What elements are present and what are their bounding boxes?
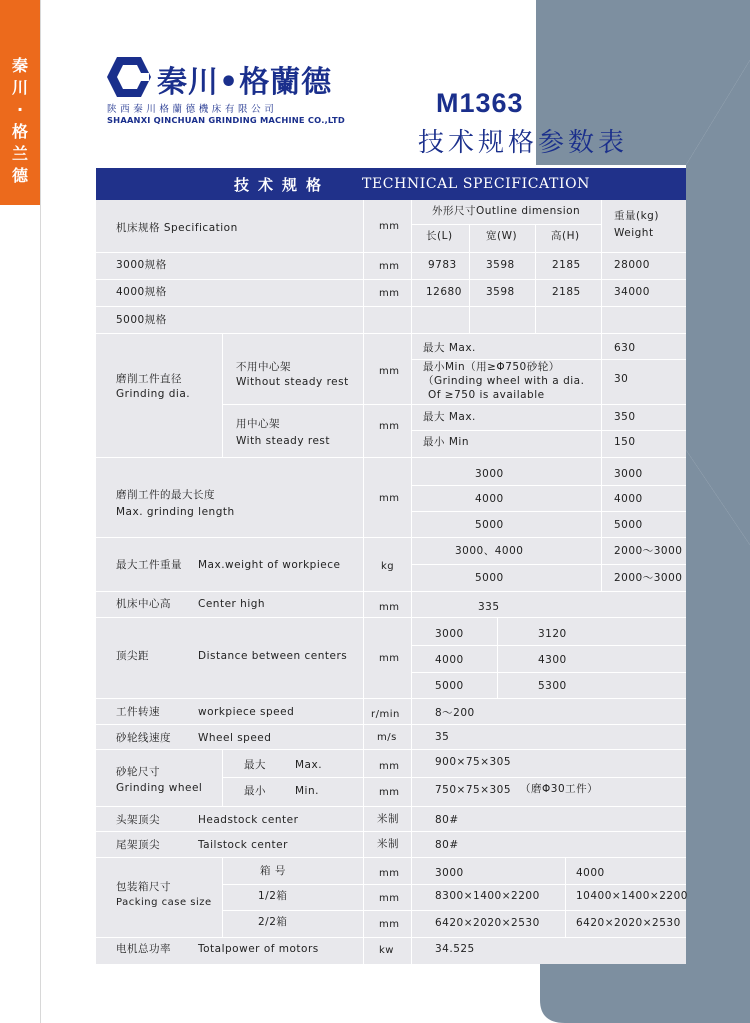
row-3000-width: 3598 bbox=[486, 259, 515, 271]
row-3000-height: 2185 bbox=[552, 259, 581, 271]
side-char: 格 bbox=[11, 122, 28, 141]
with-min: 最小 Min bbox=[423, 436, 469, 448]
wheel-min-note: （磨Φ30工件） bbox=[520, 783, 599, 795]
wheel-size-en: Grinding wheel bbox=[116, 782, 203, 794]
logo-company-english: SHAANXI QINCHUAN GRINDING MACHINE CO.,LTD bbox=[107, 115, 345, 125]
table-header-cn: 技术规格 bbox=[234, 176, 331, 194]
row-5000-label: 5000规格 bbox=[116, 314, 167, 326]
packing-cn: 包装箱尺寸 bbox=[116, 881, 171, 893]
page-title: 技术规格参数表 bbox=[418, 128, 629, 158]
with-min-val: 150 bbox=[614, 436, 636, 448]
width-label: 宽(W) bbox=[486, 230, 518, 242]
packing-unit: mm bbox=[379, 868, 400, 879]
wheel-speed-en: Wheel speed bbox=[198, 732, 272, 744]
packing-two: 2/2箱 bbox=[258, 916, 288, 928]
grinding-len-en: Max. grinding length bbox=[116, 506, 235, 518]
wheel-min-unit: mm bbox=[379, 787, 400, 798]
dia-min-line1: 最小Min（用≥Φ750砂轮） bbox=[423, 361, 560, 373]
without-rest-unit: mm bbox=[379, 366, 400, 377]
centers-b: 5300 bbox=[538, 680, 567, 692]
wheel-size-cn: 砂轮尺寸 bbox=[116, 766, 160, 778]
center-high-cn: 机床中心高 bbox=[116, 598, 171, 610]
wheel-min-en: Min. bbox=[295, 785, 319, 797]
logo-chinese-name bbox=[157, 57, 332, 101]
packing-a: 8300×1400×2200 bbox=[435, 890, 540, 902]
row-4000-width: 3598 bbox=[486, 286, 515, 298]
with-rest-unit: mm bbox=[379, 421, 400, 432]
weight-label-cn: 重量(kg) bbox=[614, 210, 659, 222]
weight-label-en: Weight bbox=[614, 227, 654, 239]
center-high-unit: mm bbox=[379, 602, 400, 613]
with-max: 最大 Max. bbox=[423, 411, 476, 423]
center-high-val: 335 bbox=[478, 601, 500, 613]
max-weight-b: 2000～3000 bbox=[614, 572, 683, 584]
row-3000-weight: 28000 bbox=[614, 259, 650, 271]
wheel-max-unit: mm bbox=[379, 761, 400, 772]
grinding-len-a: 5000 bbox=[475, 519, 504, 531]
speed-unit: r/min bbox=[371, 709, 400, 720]
center-high-en: Center high bbox=[198, 598, 266, 610]
grinding-len-unit: mm bbox=[379, 493, 400, 504]
outline-label: 外形尺寸Outline dimension bbox=[432, 205, 581, 217]
dia-max: 最大 Max. bbox=[423, 342, 476, 354]
max-weight-unit: kg bbox=[381, 561, 395, 572]
max-weight-en: Max.weight of workpiece bbox=[198, 559, 341, 571]
headstock-unit: 米制 bbox=[377, 813, 399, 825]
packing-b: 6420×2020×2530 bbox=[576, 917, 681, 929]
headstock-en: Headstock center bbox=[198, 814, 299, 826]
headstock-cn: 头架顶尖 bbox=[116, 814, 160, 826]
row-3000-length: 9783 bbox=[428, 259, 457, 271]
wheel-max-val: 900×75×305 bbox=[435, 756, 512, 768]
max-weight-cn: 最大工件重量 bbox=[116, 559, 182, 571]
row-4000-weight: 34000 bbox=[614, 286, 650, 298]
wheel-max-en: Max. bbox=[295, 759, 323, 771]
packing-b: 10400×1400×2200 bbox=[576, 890, 688, 902]
row-3000-unit: mm bbox=[379, 261, 400, 272]
headstock-val: 80# bbox=[435, 814, 459, 826]
side-char: 川 bbox=[11, 78, 28, 97]
table-header-en: TECHNICAL SPECIFICATION bbox=[362, 176, 590, 192]
company-logo bbox=[103, 55, 343, 135]
side-char: 兰 bbox=[11, 144, 28, 163]
length-label: 长(L) bbox=[426, 230, 453, 242]
with-rest-cn: 用中心架 bbox=[236, 418, 280, 430]
table-header bbox=[96, 168, 686, 200]
max-weight-b: 2000～3000 bbox=[614, 545, 683, 557]
centers-cn: 顶尖距 bbox=[116, 650, 149, 662]
wheel-speed-cn: 砂轮线速度 bbox=[116, 732, 171, 744]
max-weight-a: 3000、4000 bbox=[455, 545, 524, 557]
row-4000-height: 2185 bbox=[552, 286, 581, 298]
power-val: 34.525 bbox=[435, 943, 475, 955]
logo-dot: • bbox=[219, 65, 240, 100]
logo-name-left: 秦川 bbox=[157, 65, 219, 100]
tailstock-cn: 尾架顶尖 bbox=[116, 839, 160, 851]
tailstock-unit: 米制 bbox=[377, 838, 399, 850]
wheel-max-cn: 最大 bbox=[244, 759, 266, 771]
packing-box-no: 箱 号 bbox=[260, 865, 286, 877]
centers-en: Distance between centers bbox=[198, 650, 348, 662]
wheel-speed-val: 35 bbox=[435, 731, 450, 743]
speed-en: workpiece speed bbox=[198, 706, 295, 718]
packing-half: 1/2箱 bbox=[258, 890, 288, 902]
grinding-len-b: 5000 bbox=[614, 519, 643, 531]
grinding-dia-cn: 磨削工件直径 bbox=[116, 373, 182, 385]
side-char: 秦 bbox=[11, 56, 28, 75]
grinding-len-cn: 磨削工件的最大长度 bbox=[116, 489, 215, 501]
packing-en: Packing case size bbox=[116, 897, 212, 908]
grinding-len-a: 4000 bbox=[475, 493, 504, 505]
row-3000-label: 3000规格 bbox=[116, 259, 167, 271]
centers-a: 3000 bbox=[435, 628, 464, 640]
dia-min-line3: Of ≥750 is available bbox=[428, 389, 545, 401]
row-4000-length: 12680 bbox=[426, 286, 462, 298]
logo-company-chinese: 陕西秦川格蘭德機床有限公司 bbox=[107, 104, 278, 115]
grinding-len-b: 3000 bbox=[614, 468, 643, 480]
logo-name-right: 格蘭德 bbox=[239, 65, 333, 100]
centers-b: 4300 bbox=[538, 654, 567, 666]
tailstock-val: 80# bbox=[435, 839, 459, 851]
grinding-len-b: 4000 bbox=[614, 493, 643, 505]
wheel-min-cn: 最小 bbox=[244, 785, 266, 797]
dia-min-val: 30 bbox=[614, 373, 629, 385]
spec-unit: mm bbox=[379, 221, 400, 232]
packing-a: 6420×2020×2530 bbox=[435, 917, 540, 929]
side-divider bbox=[40, 0, 41, 1023]
grinding-len-a: 3000 bbox=[475, 468, 504, 480]
side-brand-text bbox=[0, 55, 40, 187]
power-en: Totalpower of motors bbox=[198, 943, 319, 955]
speed-val: 8～200 bbox=[435, 707, 475, 719]
packing-a: 3000 bbox=[435, 867, 464, 879]
packing-b: 4000 bbox=[576, 867, 605, 879]
packing-unit: mm bbox=[379, 919, 400, 930]
height-label: 高(H) bbox=[551, 230, 580, 242]
row-4000-label: 4000规格 bbox=[116, 286, 167, 298]
power-unit: kw bbox=[379, 945, 394, 956]
packing-unit: mm bbox=[379, 893, 400, 904]
max-weight-a: 5000 bbox=[475, 572, 504, 584]
centers-a: 5000 bbox=[435, 680, 464, 692]
side-char: · bbox=[16, 100, 24, 119]
wheel-min-val: 750×75×305 bbox=[435, 784, 512, 796]
spec-label: 机床规格 Specification bbox=[116, 222, 238, 234]
grinding-dia-en: Grinding dia. bbox=[116, 388, 191, 400]
power-cn: 电机总功率 bbox=[116, 943, 171, 955]
centers-b: 3120 bbox=[538, 628, 567, 640]
centers-unit: mm bbox=[379, 653, 400, 664]
dia-min-line2: （Grinding wheel with a dia. bbox=[423, 375, 585, 387]
speed-cn: 工件转速 bbox=[116, 706, 160, 718]
logo-mark-icon bbox=[103, 55, 153, 99]
tailstock-en: Tailstock center bbox=[198, 839, 288, 851]
with-rest-en: With steady rest bbox=[236, 435, 331, 447]
dia-max-val: 630 bbox=[614, 342, 636, 354]
without-rest-en: Without steady rest bbox=[236, 376, 349, 388]
centers-a: 4000 bbox=[435, 654, 464, 666]
row-4000-unit: mm bbox=[379, 288, 400, 299]
wheel-speed-unit: m/s bbox=[377, 732, 397, 743]
model-number: M1363 bbox=[436, 88, 524, 118]
side-char: 德 bbox=[11, 166, 28, 185]
without-rest-cn: 不用中心架 bbox=[236, 361, 291, 373]
with-max-val: 350 bbox=[614, 411, 636, 423]
